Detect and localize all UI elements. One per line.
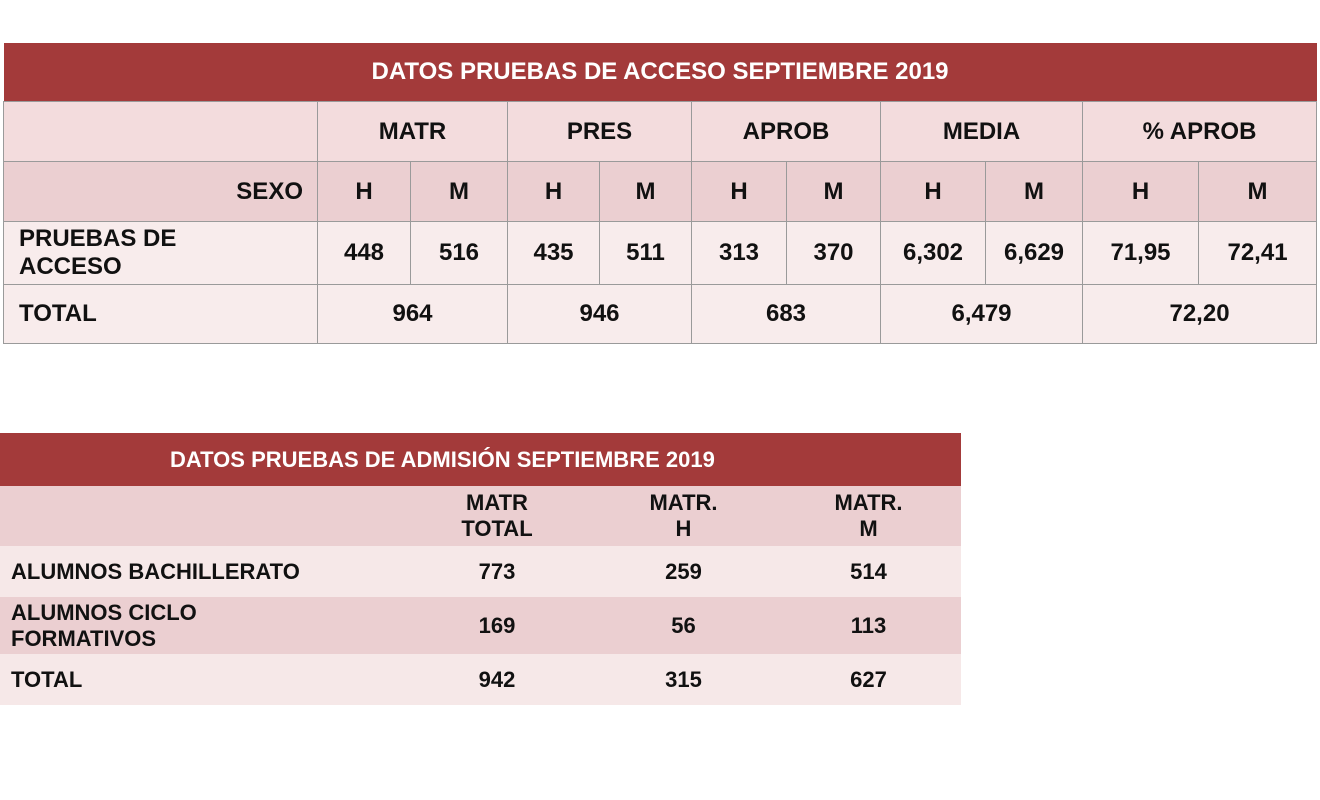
- value-cell: 627: [776, 654, 961, 705]
- sex-m-header: M: [411, 162, 508, 222]
- value-cell: 169: [403, 597, 591, 654]
- total-row: [4, 285, 1317, 344]
- group-header-matr: MATR: [318, 102, 508, 162]
- value-cell: 516: [411, 222, 508, 285]
- row-label: ALUMNOS BACHILLERATO: [0, 546, 403, 597]
- value-cell: 6,629: [986, 222, 1083, 285]
- value-cell: 511: [600, 222, 692, 285]
- access-tests-table: [3, 43, 1317, 344]
- value-cell: 370: [787, 222, 881, 285]
- sex-m-header: M: [1199, 162, 1317, 222]
- table-row: [0, 597, 961, 654]
- value-cell: 315: [591, 654, 776, 705]
- header-matr-h: MATR. H: [591, 486, 776, 546]
- sex-h-header: H: [692, 162, 787, 222]
- group-header-media: MEDIA: [881, 102, 1083, 162]
- admission-table-title: DATOS PRUEBAS DE ADMISIÓN SEPTIEMBRE 2019: [0, 433, 961, 486]
- empty-header-cell: [0, 486, 403, 546]
- value-cell: 313: [692, 222, 787, 285]
- row-label-pruebas-acceso: PRUEBAS DE ACCESO: [4, 222, 318, 285]
- sex-m-header: M: [986, 162, 1083, 222]
- sex-h-header: H: [881, 162, 986, 222]
- value-cell: 514: [776, 546, 961, 597]
- value-cell: 6,302: [881, 222, 986, 285]
- value-cell: 72,41: [1199, 222, 1317, 285]
- group-header-row: [4, 102, 1317, 162]
- total-pres: 946: [508, 285, 692, 344]
- value-cell: 942: [403, 654, 591, 705]
- value-cell: 71,95: [1083, 222, 1199, 285]
- value-cell: 435: [508, 222, 600, 285]
- admission-header-row: [0, 486, 961, 546]
- total-pct-aprob: 72,20: [1083, 285, 1317, 344]
- value-cell: 448: [318, 222, 411, 285]
- sex-label: SEXO: [4, 162, 318, 222]
- sex-m-header: M: [600, 162, 692, 222]
- total-row: [0, 654, 961, 705]
- total-media: 6,479: [881, 285, 1083, 344]
- value-cell: 773: [403, 546, 591, 597]
- table-row: [0, 546, 961, 597]
- total-matr: 964: [318, 285, 508, 344]
- total-aprob: 683: [692, 285, 881, 344]
- total-label: TOTAL: [4, 285, 318, 344]
- row-label: TOTAL: [0, 654, 403, 705]
- value-cell: 259: [591, 546, 776, 597]
- sex-h-header: H: [1083, 162, 1199, 222]
- sex-header-row: [4, 162, 1317, 222]
- access-table-title: DATOS PRUEBAS DE ACCESO SEPTIEMBRE 2019: [4, 43, 1317, 102]
- header-matr-total: MATR TOTAL: [403, 486, 591, 546]
- value-cell: 113: [776, 597, 961, 654]
- sex-m-header: M: [787, 162, 881, 222]
- empty-header-cell: [4, 102, 318, 162]
- header-matr-m: MATR. M: [776, 486, 961, 546]
- group-header-aprob: APROB: [692, 102, 881, 162]
- sex-h-header: H: [508, 162, 600, 222]
- row-label: ALUMNOS CICLO FORMATIVOS: [0, 597, 403, 654]
- table-row: [4, 222, 1317, 285]
- sex-h-header: H: [318, 162, 411, 222]
- group-header-pres: PRES: [508, 102, 692, 162]
- admission-tests-table: [0, 433, 961, 705]
- group-header-pct-aprob: % APROB: [1083, 102, 1317, 162]
- value-cell: 56: [591, 597, 776, 654]
